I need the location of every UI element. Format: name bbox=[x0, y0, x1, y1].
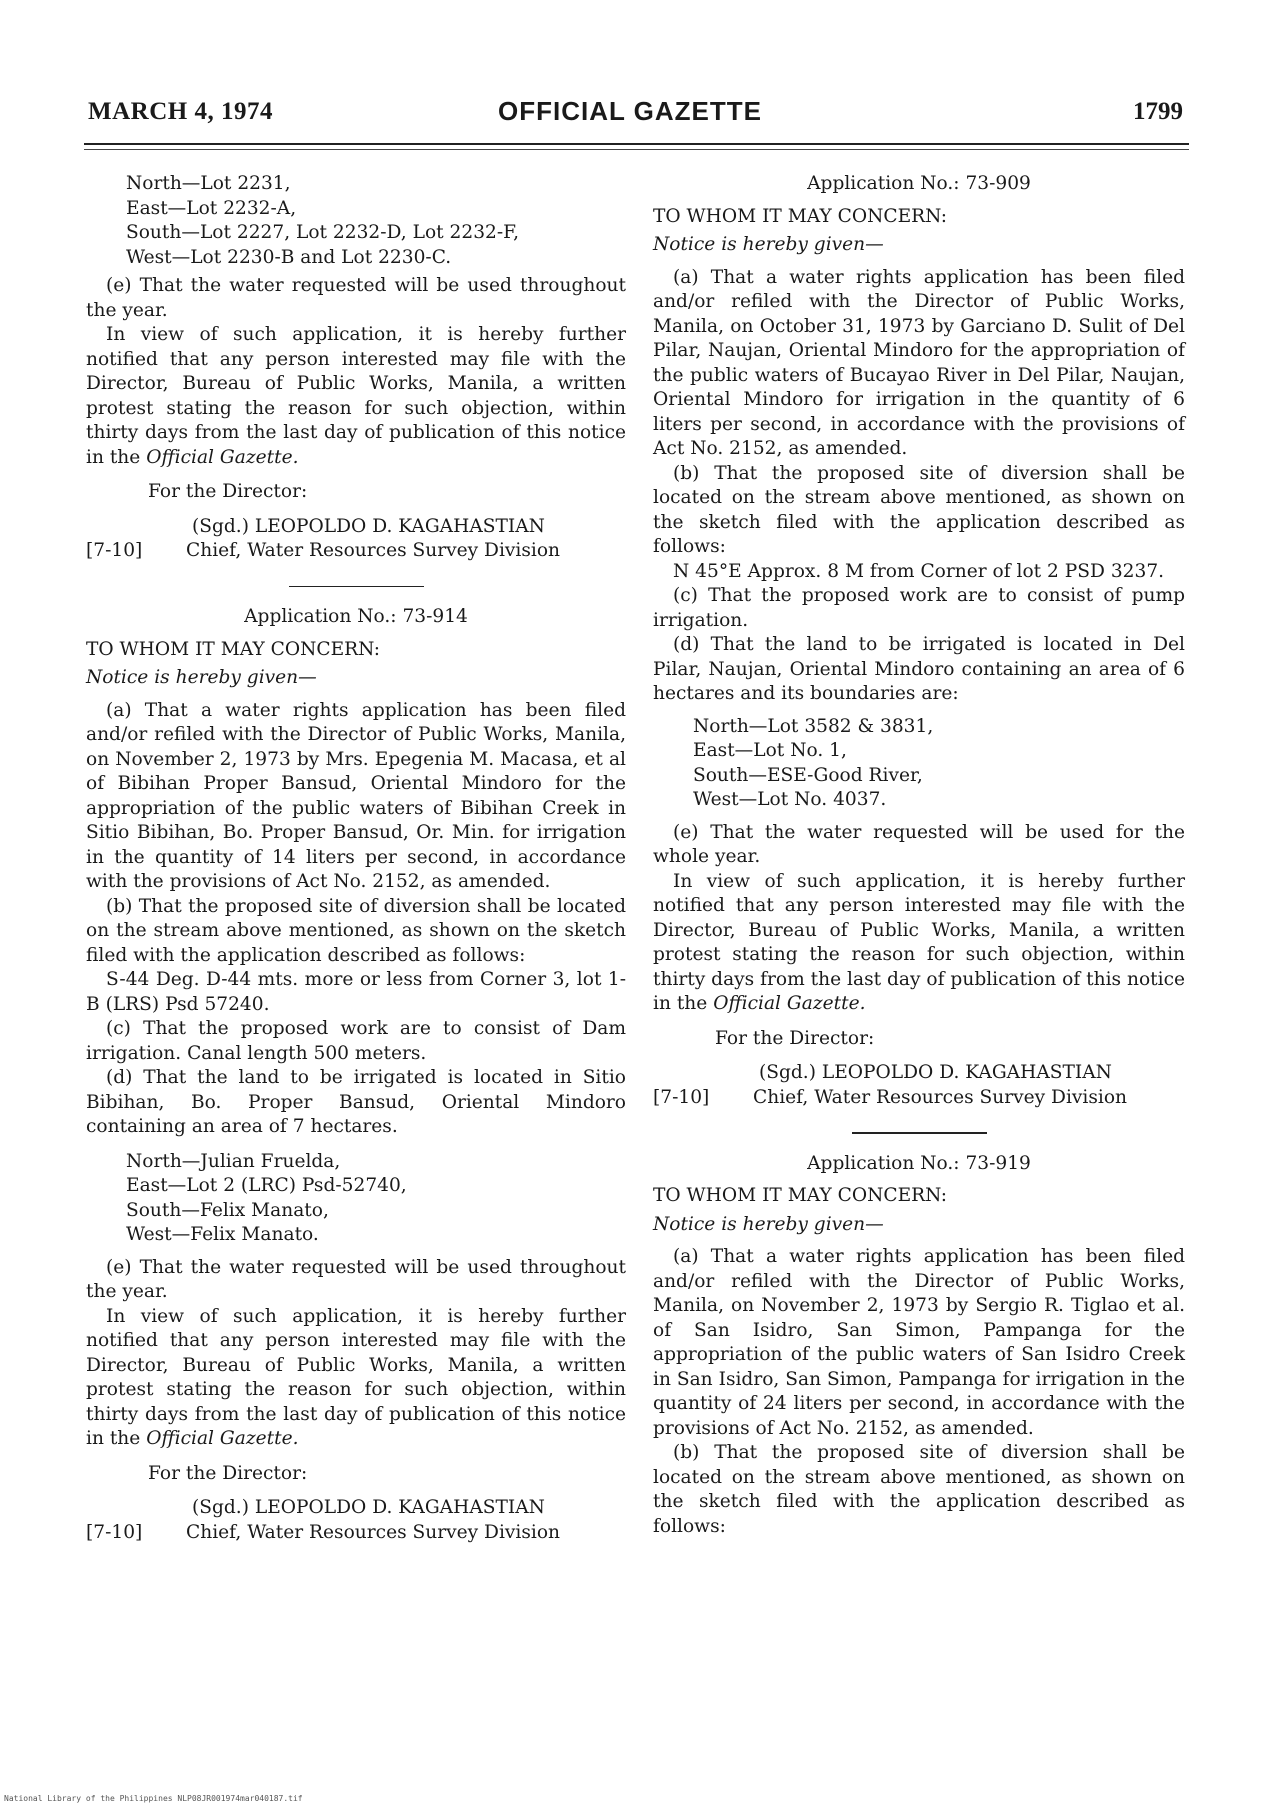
signature-role: Chief, Water Resources Survey Division bbox=[186, 540, 561, 561]
signature-name: (Sgd.) LEOPOLDO D. KAGAHASTIAN bbox=[759, 1062, 1112, 1083]
salutation: TO WHOM IT MAY CONCERN: bbox=[86, 638, 381, 660]
signature-role: Chief, Water Resources Survey Division bbox=[753, 1086, 1128, 1108]
clause-e: (e) That the water requested will be used throughout the year. bbox=[86, 275, 626, 321]
clause-a: (a) That a water rights application has been filed and/or refiled with the Director of Public Works, Manila, on November 2, 1973 by Sergio R. Tiglao et al. of San Isidro, San Simon, Pampanga for the appropriation of the public waters of San Isidro Creek in San Isidro, San Simon, Pampanga for irrigation in the quantity of 24 liters per second, in accordance with the provisions of Act No. 2152, as amended. bbox=[653, 1246, 1185, 1439]
boundary-line: North—Lot 3582 & 3831, bbox=[693, 715, 934, 737]
application-number: Application No.: 73-919 bbox=[807, 1152, 1031, 1174]
clause-e: (e) That the water requested will be used for the whole year. bbox=[653, 821, 1185, 867]
issue-tag: [7-10] bbox=[86, 540, 143, 561]
boundary-line: South—Felix Manato, bbox=[126, 1199, 329, 1221]
notice-intro: Notice is hereby given— bbox=[86, 667, 317, 688]
for-director: For the Director: bbox=[148, 1462, 308, 1484]
clause-b: (b) That the proposed site of diversion shall be located on the stream above mentioned, as shown on the sketch filed with the application described as follows: bbox=[653, 462, 1185, 557]
publication-title: OFFICIAL GAZETTE bbox=[498, 96, 762, 126]
salutation: TO WHOM IT MAY CONCERN: bbox=[653, 205, 948, 227]
signature-block bbox=[86, 539, 626, 564]
boundary-line: South—Lot 2227, Lot 2232-D, Lot 2232-F, bbox=[126, 222, 520, 243]
boundary-line: North—Lot 2231, bbox=[126, 173, 291, 194]
boundary-line: East—Lot 2232-A, bbox=[126, 197, 297, 219]
boundary-line: West—Felix Manato. bbox=[126, 1224, 319, 1245]
header-rule bbox=[84, 143, 1189, 145]
diversion-location: N 45°E Approx. 8 M from Corner of lot 2 PSD 3237. bbox=[673, 560, 1165, 582]
issue-tag: [7-10] bbox=[86, 1521, 143, 1543]
clause-c: (c) That the proposed work are to consist of pump irrigation. bbox=[653, 585, 1185, 631]
diversion-location: S-44 Deg. D-44 mts. more or less from Corner 3, lot 1-B (LRS) Psd 57240. bbox=[86, 969, 626, 1015]
page-header bbox=[88, 98, 1183, 138]
page-number: 1799 bbox=[1133, 98, 1183, 125]
left-column bbox=[86, 172, 626, 1545]
salutation: TO WHOM IT MAY CONCERN: bbox=[653, 1185, 948, 1206]
for-director: For the Director: bbox=[715, 1027, 875, 1049]
clause-e: (e) That the water requested will be used throughout the year. bbox=[86, 1256, 626, 1302]
protest-paragraph: In view of such application, it is hereby further notified that any person interested may file with the Director, Bureau of Public Works, Manila, a written protest stating the reason for such objection, within thirty days from the last day of publication of this notice in the Official Gazette. bbox=[653, 870, 1185, 1014]
boundary-line: South—ESE-Good River, bbox=[693, 764, 923, 786]
protest-paragraph: In view of such application, it is hereby further notified that any person interested may file with the Director, Bureau of Public Works, Manila, a written protest stating the reason for such objection, within thirty days from the last day of publication of this notice in the Official Gazette. bbox=[86, 1305, 626, 1449]
clause-c: (c) That the proposed work are to consist of Dam irrigation. Canal length 500 meters. bbox=[86, 1018, 626, 1064]
boundary-line: West—Lot 2230-B and Lot 2230-C. bbox=[126, 246, 452, 268]
notice-intro: Notice is hereby given— bbox=[653, 1213, 884, 1235]
application-number: Application No.: 73-914 bbox=[244, 606, 468, 627]
clause-a: (a) That a water rights application has been filed and/or refiled with the Director of Public Works, Manila, on November 2, 1973 by Mrs. Epegenia M. Macasa, et al of Bibihan Proper Bansud, Oriental Mindoro for the appropriation of the public waters of Bibihan Creek in Sitio Bibihan, Bo. Proper Bansud, Or. Min. for irrigation in the quantity of 14 liters per second, in accordance with the provisions of Act No. 2152, as amended. bbox=[86, 699, 626, 892]
issue-date: MARCH 4, 1974 bbox=[88, 98, 273, 125]
clause-b: (b) That the proposed site of diversion shall be located on the stream above mentioned, as shown on the sketch filed with the application described as follows: bbox=[86, 895, 626, 966]
right-column bbox=[653, 172, 1185, 1539]
issue-tag: [7-10] bbox=[653, 1086, 710, 1108]
notice-intro: Notice is hereby given— bbox=[653, 234, 884, 255]
boundary-line: West—Lot No. 4037. bbox=[693, 789, 887, 810]
boundary-line: North—Julian Fruelda, bbox=[126, 1150, 341, 1172]
for-director: For the Director: bbox=[148, 481, 308, 502]
application-number: Application No.: 73-909 bbox=[807, 173, 1031, 194]
signature-name: (Sgd.) LEOPOLDO D. KAGAHASTIAN bbox=[192, 1497, 545, 1518]
signature-role: Chief, Water Resources Survey Division bbox=[186, 1521, 561, 1543]
scan-footer: National Library of the Philippines NLP08JR001974mar040187.tif bbox=[4, 1794, 303, 1803]
clause-a: (a) That a water rights application has been filed and/or refiled with the Director of Public Works, Manila, on October 31, 1973 by Garciano D. Sulit of Del Pilar, Naujan, Oriental Mindoro for the appropriation of the public waters of Bucayao River in Del Pilar, Naujan, Oriental Mindoro for irrigation in the quantity of 6 liters per second, in accordance with the provisions of Act No. 2152, as amended. bbox=[653, 266, 1185, 459]
signature-name: (Sgd.) LEOPOLDO D. KAGAHASTIAN bbox=[192, 515, 545, 537]
clause-d: (d) That the land to be irrigated is located in Del Pilar, Naujan, Oriental Mindoro containing an area of 6 hectares and its boundaries are: bbox=[653, 634, 1185, 704]
signature-block bbox=[653, 1086, 1185, 1111]
signature-block bbox=[86, 1521, 626, 1546]
clause-b: (b) That the proposed site of diversion shall be located on the stream above mentioned, as shown on the sketch filed with the application described as follows: bbox=[653, 1442, 1185, 1537]
boundary-line: East—Lot 2 (LRC) Psd-52740, bbox=[126, 1175, 407, 1196]
clause-d: (d) That the land to be irrigated is located in Sitio Bibihan, Bo. Proper Bansud, Oriental Mindoro containing an area of 7 hectares. bbox=[86, 1067, 626, 1137]
header-rule-thin bbox=[84, 149, 1189, 150]
boundary-line: East—Lot No. 1, bbox=[693, 740, 847, 761]
protest-paragraph: In view of such application, it is hereby further notified that any person interested may file with the Director, Bureau of Public Works, Manila, a written protest stating the reason for such objection, within thirty days from the last day of publication of this notice in the Official Gazette. bbox=[86, 324, 626, 468]
